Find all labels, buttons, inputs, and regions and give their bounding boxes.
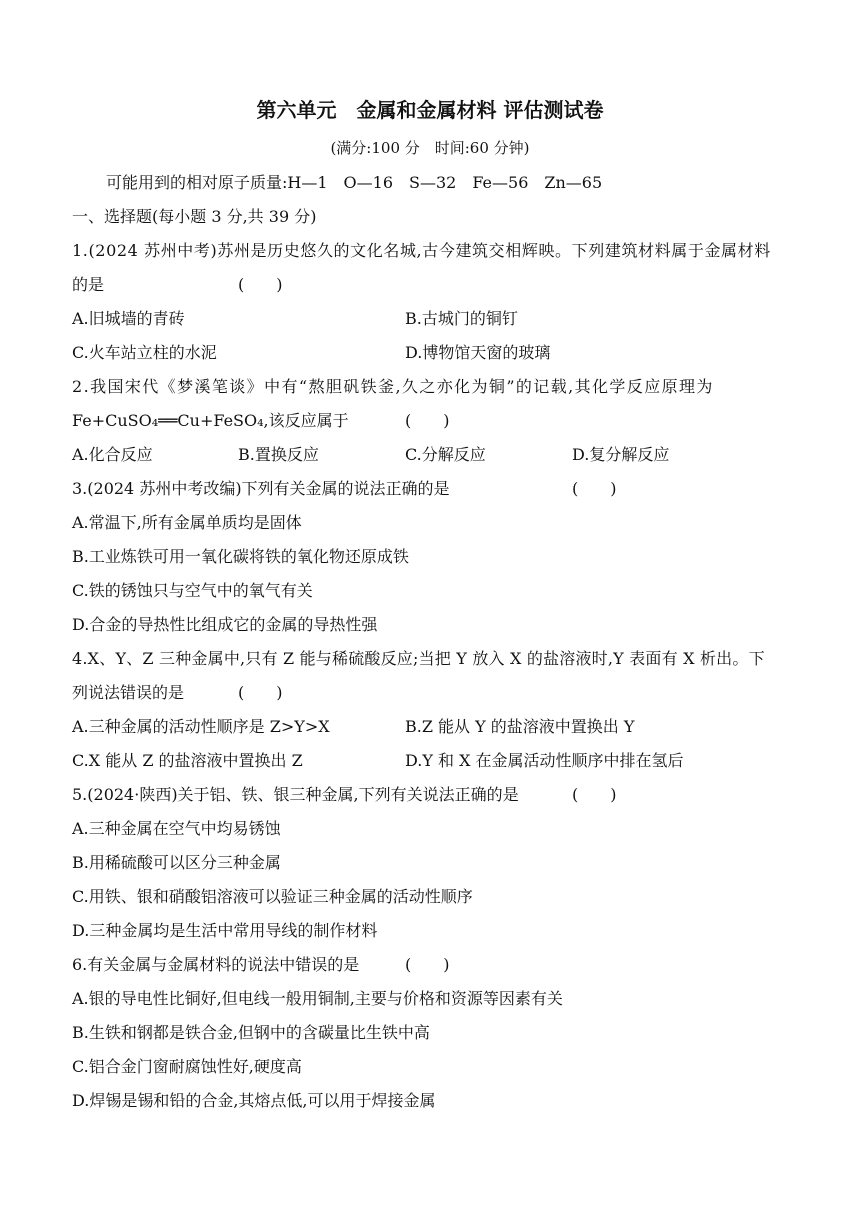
question-4-option-d: D.Y 和 X 在金属活动性顺序中排在氢后	[405, 751, 684, 770]
question-5-option-c: C.用铁、银和硝酸铝溶液可以验证三种金属的活动性顺序	[72, 887, 473, 906]
question-3-answer-paren: ( )	[572, 479, 617, 498]
question-2-option-c: C.分解反应	[405, 445, 486, 464]
question-5-option-b: B.用稀硫酸可以区分三种金属	[72, 853, 281, 872]
question-2-option-b: B.置换反应	[238, 445, 319, 464]
question-2-equation: Fe+CuSO₄══Cu+FeSO₄,该反应属于	[72, 411, 349, 430]
question-3-stem: 3.(2024 苏州中考改编)下列有关金属的说法正确的是	[72, 479, 450, 498]
score-time-info: (满分:100 分 时间:60 分钟)	[330, 139, 530, 157]
question-5-stem: 5.(2024·陕西)关于铝、铁、银三种金属,下列有关说法正确的是	[72, 785, 519, 804]
question-2-answer-paren: ( )	[405, 411, 450, 430]
question-3-option-a: A.常温下,所有金属单质均是固体	[72, 513, 302, 532]
section-heading: 一、选择题(每小题 3 分,共 39 分)	[72, 207, 317, 226]
question-5-answer-paren: ( )	[572, 785, 617, 804]
question-4-stem-cont: 列说法错误的是	[72, 683, 185, 702]
question-6-answer-paren: ( )	[405, 955, 450, 974]
question-6-option-a: A.银的导电性比铜好,但电线一般用铜制,主要与价格和资源等因素有关	[72, 989, 563, 1008]
question-2-option-d: D.复分解反应	[572, 445, 670, 464]
question-1-stem-cont: 的是	[72, 275, 105, 294]
question-4-answer-paren: ( )	[238, 683, 283, 702]
question-1-option-c: C.火车站立柱的水泥	[72, 343, 217, 362]
question-4-stem: 4.X、Y、Z 三种金属中,只有 Z 能与稀硫酸反应;当把 Y 放入 X 的盐溶液时,Y 表面有 X 析出。下	[72, 649, 765, 668]
question-2-option-a: A.化合反应	[72, 445, 153, 464]
question-3-option-c: C.铁的锈蚀只与空气中的氧气有关	[72, 581, 313, 600]
question-4-option-a: A.三种金属的活动性顺序是 Z>Y>X	[72, 717, 330, 736]
question-2-stem: 2.我国宋代《梦溪笔谈》中有“熬胆矾铁釜,久之亦化为铜”的记载,其化学反应原理为	[72, 377, 714, 396]
atomic-masses: 可能用到的相对原子质量:H—1 O—16 S—32 Fe—56 Zn—65	[106, 173, 603, 192]
question-4-option-b: B.Z 能从 Y 的盐溶液中置换出 Y	[405, 717, 635, 736]
question-1-option-a: A.旧城墙的青砖	[72, 309, 185, 328]
page-title: 第六单元 金属和金属材料 评估测试卷	[256, 98, 604, 122]
question-4-option-c: C.X 能从 Z 的盐溶液中置换出 Z	[72, 751, 303, 770]
question-6-option-b: B.生铁和钢都是铁合金,但钢中的含碳量比生铁中高	[72, 1023, 430, 1042]
question-1-option-d: D.博物馆天窗的玻璃	[405, 343, 551, 362]
question-3-option-d: D.合金的导热性比组成它的金属的导热性强	[72, 615, 378, 634]
question-5-option-d: D.三种金属均是生活中常用导线的制作材料	[72, 921, 378, 940]
question-6-option-c: C.铝合金门窗耐腐蚀性好,硬度高	[72, 1057, 302, 1076]
question-1-stem: 1.(2024 苏州中考)苏州是历史悠久的文化名城,古今建筑交相辉映。下列建筑材料属于金属材料	[72, 241, 771, 260]
question-5-option-a: A.三种金属在空气中均易锈蚀	[72, 819, 281, 838]
question-6-stem: 6.有关金属与金属材料的说法中错误的是	[72, 955, 360, 974]
question-3-option-b: B.工业炼铁可用一氧化碳将铁的氧化物还原成铁	[72, 547, 409, 566]
question-1-answer-paren: ( )	[238, 275, 283, 294]
question-1-option-b: B.古城门的铜钉	[405, 309, 518, 328]
question-6-option-d: D.焊锡是锡和铅的合金,其熔点低,可以用于焊接金属	[72, 1091, 436, 1110]
